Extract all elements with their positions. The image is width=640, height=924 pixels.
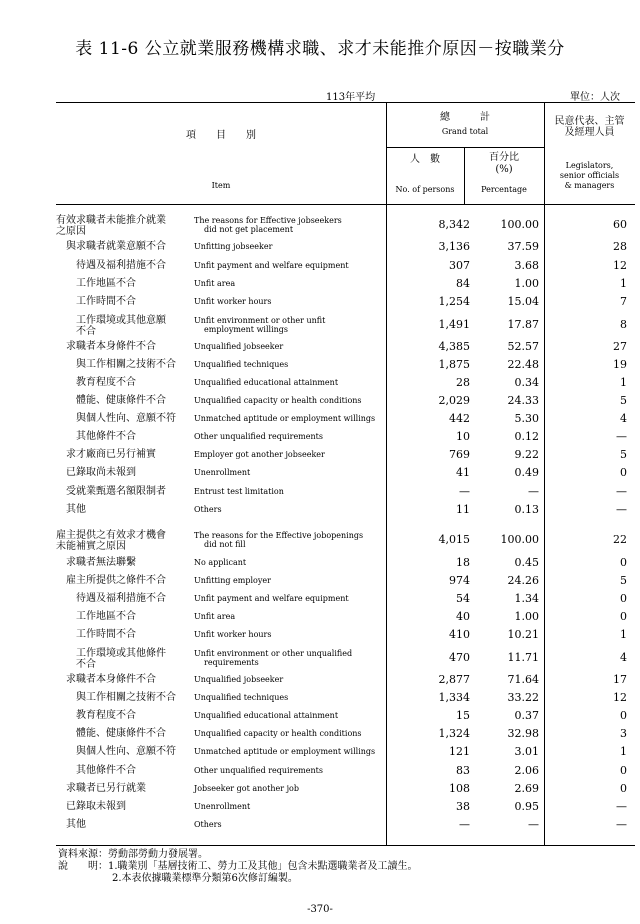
item-label-en: Unfit payment and welfare equipment xyxy=(194,261,349,270)
percentage-value: 2.69 xyxy=(514,782,539,795)
persons-value: 410 xyxy=(449,628,470,641)
table-row xyxy=(56,710,635,727)
table-row xyxy=(56,395,635,412)
persons-value: 307 xyxy=(449,259,470,272)
table-row xyxy=(56,315,635,337)
percentage-value: 5.30 xyxy=(514,412,539,425)
item-label-en: Unqualified educational attainment xyxy=(194,378,339,387)
table-row xyxy=(56,431,635,448)
persons-value: — xyxy=(459,485,470,498)
item-label-en: Entrust test limitation xyxy=(194,487,284,496)
managers-value: 60 xyxy=(613,218,627,231)
table-row xyxy=(56,674,635,691)
header-bottom-line xyxy=(56,204,635,205)
page-title: 表 11-6 公立就業服務機構求職、求才未能推介原因－按職業分 xyxy=(75,39,565,59)
item-label-en-cont: did not get placement xyxy=(204,225,294,234)
managers-value: 0 xyxy=(620,709,627,722)
year-label: 113年平均 xyxy=(326,92,376,103)
managers-value: 19 xyxy=(613,358,627,371)
percentage-value: 0.37 xyxy=(514,709,539,722)
item-label-en: Unqualified capacity or health conditions xyxy=(194,729,362,738)
percentage-value: 3.01 xyxy=(514,745,539,758)
table-row xyxy=(56,504,635,521)
table-row xyxy=(56,341,635,358)
persons-value: 442 xyxy=(449,412,470,425)
persons-value: 28 xyxy=(456,376,470,389)
item-label-zh: 受就業甄選名額限制者 xyxy=(66,486,166,497)
table-row xyxy=(56,377,635,394)
item-label-en: Other unqualified requirements xyxy=(194,432,323,441)
item-label-zh: 工作時間不合 xyxy=(76,629,136,640)
managers-value: 27 xyxy=(613,340,627,353)
managers-value: 8 xyxy=(620,318,627,331)
persons-value: 3,136 xyxy=(438,240,470,253)
pct-header-zh: 百分比 xyxy=(489,152,519,163)
item-label-en: Unmatched aptitude or employment willings xyxy=(194,414,376,423)
percentage-value: 0.49 xyxy=(514,466,539,479)
item-label-en: Unfit area xyxy=(194,612,236,621)
mgr-header-en1: Legislators, xyxy=(565,161,614,170)
table-row xyxy=(56,486,635,503)
managers-value: 1 xyxy=(620,745,627,758)
persons-value: 40 xyxy=(456,610,470,623)
item-label-zh: 體能、健康條件不合 xyxy=(76,395,166,406)
persons-header-en: No. of persons xyxy=(395,185,455,194)
persons-value: 8,342 xyxy=(438,218,470,231)
table-row xyxy=(56,413,635,430)
item-label-en: Unfit worker hours xyxy=(194,297,272,306)
managers-value: — xyxy=(616,430,627,443)
item-header-en: Item xyxy=(211,181,231,190)
percentage-value: 33.22 xyxy=(507,691,539,704)
persons-value: 470 xyxy=(449,651,470,664)
item-label-zh-cont: 未能補實之原因 xyxy=(56,541,126,552)
persons-value: 54 xyxy=(456,592,470,605)
persons-value: 1,875 xyxy=(438,358,470,371)
percentage-value: 24.33 xyxy=(507,394,539,407)
percentage-value: 3.68 xyxy=(514,259,539,272)
item-label-en: Others xyxy=(194,505,222,514)
percentage-value: 10.21 xyxy=(507,628,539,641)
explanation-note-1: 說 明：1.職業別「基層技術工、勞力工及其他」包含未點選職業者及工讀生。 xyxy=(58,861,418,872)
persons-value: 769 xyxy=(449,448,470,461)
managers-value: 0 xyxy=(620,610,627,623)
item-label-en: No applicant xyxy=(194,558,247,567)
table-row xyxy=(56,819,635,836)
data-table xyxy=(56,102,635,846)
percentage-value: 100.00 xyxy=(500,218,539,231)
table-row xyxy=(56,575,635,592)
managers-value: 17 xyxy=(613,673,627,686)
persons-value: 2,877 xyxy=(438,673,470,686)
percentage-value: 32.98 xyxy=(507,727,539,740)
managers-value: 5 xyxy=(620,448,627,461)
mgr-header-zh1: 民意代表、主管 xyxy=(554,116,625,127)
item-label-en-cont: requirements xyxy=(204,658,259,667)
persons-value: 83 xyxy=(456,764,470,777)
table-row xyxy=(56,467,635,484)
item-header-zh: 項 目 別 xyxy=(186,130,256,141)
percentage-value: 17.87 xyxy=(507,318,539,331)
managers-value: — xyxy=(616,485,627,498)
table-row xyxy=(56,611,635,628)
percentage-value: — xyxy=(528,485,539,498)
item-label-zh-cont: 之原因 xyxy=(56,226,86,237)
item-label-zh: 教育程度不合 xyxy=(76,710,136,721)
table-row xyxy=(56,728,635,745)
table-row xyxy=(56,278,635,295)
table-row xyxy=(56,449,635,466)
item-label-zh: 與個人性向、意願不符 xyxy=(76,746,176,757)
item-label-zh: 其他條件不合 xyxy=(76,765,136,776)
percentage-value: 1.00 xyxy=(514,277,539,290)
table-row xyxy=(56,746,635,763)
managers-value: — xyxy=(616,503,627,516)
managers-value: 4 xyxy=(620,412,627,425)
page-number: -370- xyxy=(307,904,333,915)
managers-value: 0 xyxy=(620,782,627,795)
persons-value: 974 xyxy=(449,574,470,587)
percentage-value: 0.95 xyxy=(514,800,539,813)
table-row xyxy=(56,530,635,552)
item-label-en: Unfit environment or other unfit xyxy=(194,316,326,325)
persons-value: 121 xyxy=(449,745,470,758)
item-label-zh: 待遇及福利措施不合 xyxy=(76,260,166,271)
item-label-zh: 與個人性向、意願不符 xyxy=(76,413,176,424)
pct-header-unit: (%) xyxy=(495,164,513,175)
item-label-zh: 工作地區不合 xyxy=(76,611,136,622)
item-label-en: Unfitting employer xyxy=(194,576,271,585)
persons-value: 18 xyxy=(456,556,470,569)
managers-value: 7 xyxy=(620,295,627,308)
persons-value: 15 xyxy=(456,709,470,722)
item-label-en: Others xyxy=(194,820,222,829)
item-label-zh: 與工作相關之技術不合 xyxy=(76,692,176,703)
item-label-en: The reasons for the Effective jobopenings xyxy=(194,531,364,540)
item-label-zh: 教育程度不合 xyxy=(76,377,136,388)
percentage-value: 100.00 xyxy=(500,533,539,546)
managers-value: — xyxy=(616,800,627,813)
table-row xyxy=(56,765,635,782)
item-label-en: Unqualified techniques xyxy=(194,360,289,369)
managers-value: 12 xyxy=(613,691,627,704)
persons-value: 41 xyxy=(456,466,470,479)
table-row xyxy=(56,593,635,610)
managers-value: 4 xyxy=(620,651,627,664)
persons-value: 1,254 xyxy=(438,295,470,308)
item-label-zh: 待遇及福利措施不合 xyxy=(76,593,166,604)
item-label-en: Unfit worker hours xyxy=(194,630,272,639)
item-label-zh: 求職者本身條件不合 xyxy=(66,341,156,352)
item-label-en: Unqualified jobseeker xyxy=(194,342,284,351)
managers-value: 0 xyxy=(620,592,627,605)
percentage-value: 0.12 xyxy=(514,430,539,443)
item-label-zh: 有效求職者未能推介就業 xyxy=(56,215,166,226)
percentage-value: 52.57 xyxy=(507,340,539,353)
table-row xyxy=(56,783,635,800)
table-row xyxy=(56,215,635,237)
header-divider xyxy=(386,147,544,148)
item-label-en: Unenrollment xyxy=(194,802,251,811)
persons-header-zh: 人 數 xyxy=(410,154,440,165)
percentage-value: 22.48 xyxy=(507,358,539,371)
mgr-header-en2: senior officials xyxy=(559,171,620,180)
percentage-value: 0.34 xyxy=(514,376,539,389)
persons-value: 108 xyxy=(449,782,470,795)
percentage-value: 15.04 xyxy=(507,295,539,308)
percentage-value: 0.13 xyxy=(514,503,539,516)
item-label-en: Unqualified educational attainment xyxy=(194,711,339,720)
item-label-zh: 體能、健康條件不合 xyxy=(76,728,166,739)
percentage-value: 1.34 xyxy=(514,592,539,605)
item-label-en: Other unqualified requirements xyxy=(194,766,323,775)
table-row xyxy=(56,557,635,574)
item-label-en: Unenrollment xyxy=(194,468,251,477)
table-row xyxy=(56,359,635,376)
table-row xyxy=(56,801,635,818)
item-label-en: Unqualified capacity or health conditions xyxy=(194,396,362,405)
item-label-zh: 已錄取尚未報到 xyxy=(66,467,136,478)
item-label-en: Unqualified jobseeker xyxy=(194,675,284,684)
managers-value: 0 xyxy=(620,556,627,569)
managers-value: 12 xyxy=(613,259,627,272)
item-label-zh-cont: 不合 xyxy=(76,659,96,670)
item-label-zh: 與工作相關之技術不合 xyxy=(76,359,176,370)
notes xyxy=(58,849,418,885)
item-label-zh: 與求職者就業意願不合 xyxy=(66,241,166,252)
total-header-en: Grand total xyxy=(441,127,489,136)
explanation-note-2: 2.本表依據職業標準分類第6次修訂編製。 xyxy=(112,873,298,884)
unit-label: 單位：人次 xyxy=(570,92,620,103)
table-row xyxy=(56,629,635,646)
item-label-zh: 求才廠商已另行補實 xyxy=(66,449,156,460)
managers-value: 22 xyxy=(613,533,627,546)
item-label-zh: 其他 xyxy=(66,819,86,830)
managers-value: 28 xyxy=(613,240,627,253)
persons-value: 84 xyxy=(456,277,470,290)
item-label-zh-cont: 不合 xyxy=(76,326,96,337)
item-label-zh: 工作地區不合 xyxy=(76,278,136,289)
item-label-en-cont: employment willings xyxy=(204,325,289,334)
percentage-value: 1.00 xyxy=(514,610,539,623)
persons-value: 38 xyxy=(456,800,470,813)
managers-value: 1 xyxy=(620,628,627,641)
item-label-en: Unfit environment or other unqualified xyxy=(194,649,353,658)
item-label-zh: 工作環境或其他意願 xyxy=(76,315,166,326)
source-note: 資料來源：勞動部勞動力發展署。 xyxy=(58,849,208,860)
percentage-value: 0.45 xyxy=(514,556,539,569)
item-label-en: The reasons for Effective jobseekers xyxy=(194,216,342,225)
percentage-value: 37.59 xyxy=(507,240,539,253)
managers-value: 0 xyxy=(620,764,627,777)
percentage-value: 24.26 xyxy=(507,574,539,587)
table-row xyxy=(56,692,635,709)
item-label-zh: 其他 xyxy=(66,504,86,515)
persons-value: 1,334 xyxy=(438,691,470,704)
percentage-value: 11.71 xyxy=(507,651,539,664)
item-label-zh: 雇主提供之有效求才機會 xyxy=(56,530,166,541)
table-row xyxy=(56,296,635,313)
item-label-en: Unfit area xyxy=(194,279,236,288)
mgr-header-zh2: 及經理人員 xyxy=(564,127,615,138)
total-header-zh: 總 計 xyxy=(440,112,490,123)
item-label-zh: 工作時間不合 xyxy=(76,296,136,307)
item-label-zh: 其他條件不合 xyxy=(76,431,136,442)
persons-value: 11 xyxy=(456,503,470,516)
percentage-value: 71.64 xyxy=(507,673,539,686)
managers-value: 5 xyxy=(620,394,627,407)
percentage-value: 2.06 xyxy=(514,764,539,777)
persons-value: 1,491 xyxy=(438,318,470,331)
item-label-en-cont: did not fill xyxy=(204,540,246,549)
item-label-en: Unfitting jobseeker xyxy=(194,242,273,251)
percentage-value: — xyxy=(528,818,539,831)
managers-value: — xyxy=(616,818,627,831)
persons-value: 10 xyxy=(456,430,470,443)
managers-value: 1 xyxy=(620,277,627,290)
managers-value: 3 xyxy=(620,727,627,740)
managers-value: 0 xyxy=(620,466,627,479)
managers-value: 1 xyxy=(620,376,627,389)
managers-value: 5 xyxy=(620,574,627,587)
item-label-en: Jobseeker got another job xyxy=(194,784,299,793)
persons-value: 2,029 xyxy=(438,394,470,407)
pct-header-en: Percentage xyxy=(481,185,527,194)
item-label-zh: 求職者本身條件不合 xyxy=(66,674,156,685)
item-label-en: Unqualified techniques xyxy=(194,693,289,702)
persons-value: 4,015 xyxy=(438,533,470,546)
item-label-zh: 雇主所提供之條件不合 xyxy=(66,575,166,586)
item-label-zh: 求職者已另行就業 xyxy=(66,783,146,794)
item-label-zh: 求職者無法聯繫 xyxy=(66,557,136,568)
persons-value: — xyxy=(459,818,470,831)
table-row xyxy=(56,260,635,277)
persons-value: 1,324 xyxy=(438,727,470,740)
item-label-en: Employer got another jobseeker xyxy=(194,450,325,459)
percentage-value: 9.22 xyxy=(514,448,539,461)
item-label-zh: 已錄取未報到 xyxy=(66,801,126,812)
item-label-zh: 工作環境或其他條件 xyxy=(76,648,166,659)
mgr-header-en3: & managers xyxy=(564,181,615,190)
table-row xyxy=(56,648,635,670)
item-label-en: Unmatched aptitude or employment willings xyxy=(194,747,376,756)
persons-value: 4,385 xyxy=(438,340,470,353)
table-row xyxy=(56,241,635,258)
item-label-en: Unfit payment and welfare equipment xyxy=(194,594,349,603)
